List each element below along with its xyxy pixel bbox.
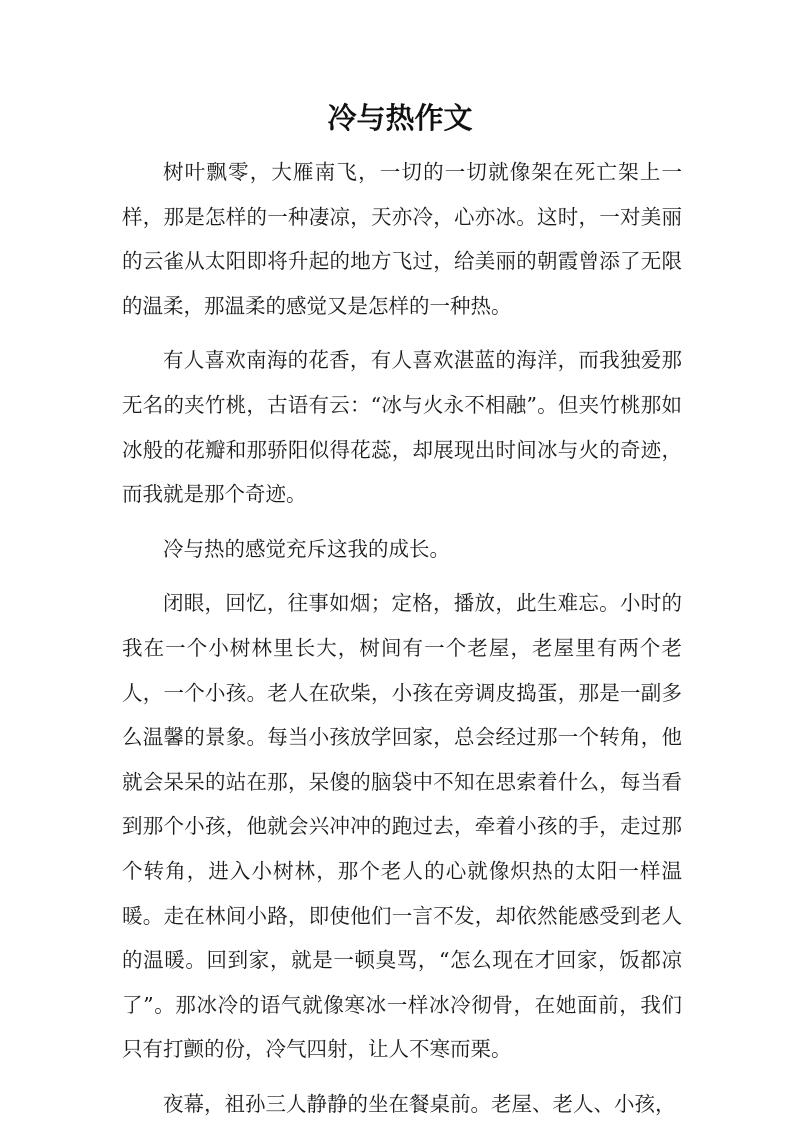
paragraph: 冷与热的感觉充斥这我的成长。 [163, 536, 450, 561]
document-body [122, 150, 682, 1136]
paragraph: 夜幕，祖孙三人静静的坐在餐桌前。老屋、老人、小孩， [163, 1091, 676, 1116]
paragraph: 闭眼，回忆，往事如烟；定格，播放，此生难忘。小时的我在一个小树林里长大，树间有一个老屋，老屋里有两个老人，一个小孩。老人在砍柴，小孩在旁调皮捣蛋，那是一副多么温馨的景象。每当小孩放学回家，总会经过那一个转角，他就会呆呆的站在那，呆傻的脑袋中不知在思索着什么，每当看到那个小孩，他就会兴冲冲的跑过去，牵着小孩的手，走过那个转角，进入小树林，那个老人的心就像炽热的太阳一样温暖。走在林间小路，即使他们一言不发，却依然能感受到老人的温暖。回到家，就是一顿臭骂，“怎么现在才回家，饭都凉了”。那冰冷的语气就像寒冰一样冰冷彻骨，在她面前，我们只有打颤的份，冷气四射，让人不寒而栗。 [122, 591, 682, 1062]
paragraph: 树叶飘零，大雁南飞，一切的一切就像架在死亡架上一样，那是怎样的一种凄凉，天亦冷，心亦冰。这时，一对美丽的云雀从太阳即将升起的地方飞过，给美丽的朝霞曾添了无限的温柔，那温柔的感觉又是怎样的一种热。 [122, 160, 682, 318]
paragraph: 有人喜欢南海的花香，有人喜欢湛蓝的海洋，而我独爱那无名的夹竹桃，古语有云：“冰与火永不相融”。但夹竹桃那如冰般的花瓣和那骄阳似得花蕊，却展现出时间冰与火的奇迹，而我就是那个奇迹。 [122, 348, 682, 507]
document-title: 冷与热作文 [327, 101, 473, 135]
